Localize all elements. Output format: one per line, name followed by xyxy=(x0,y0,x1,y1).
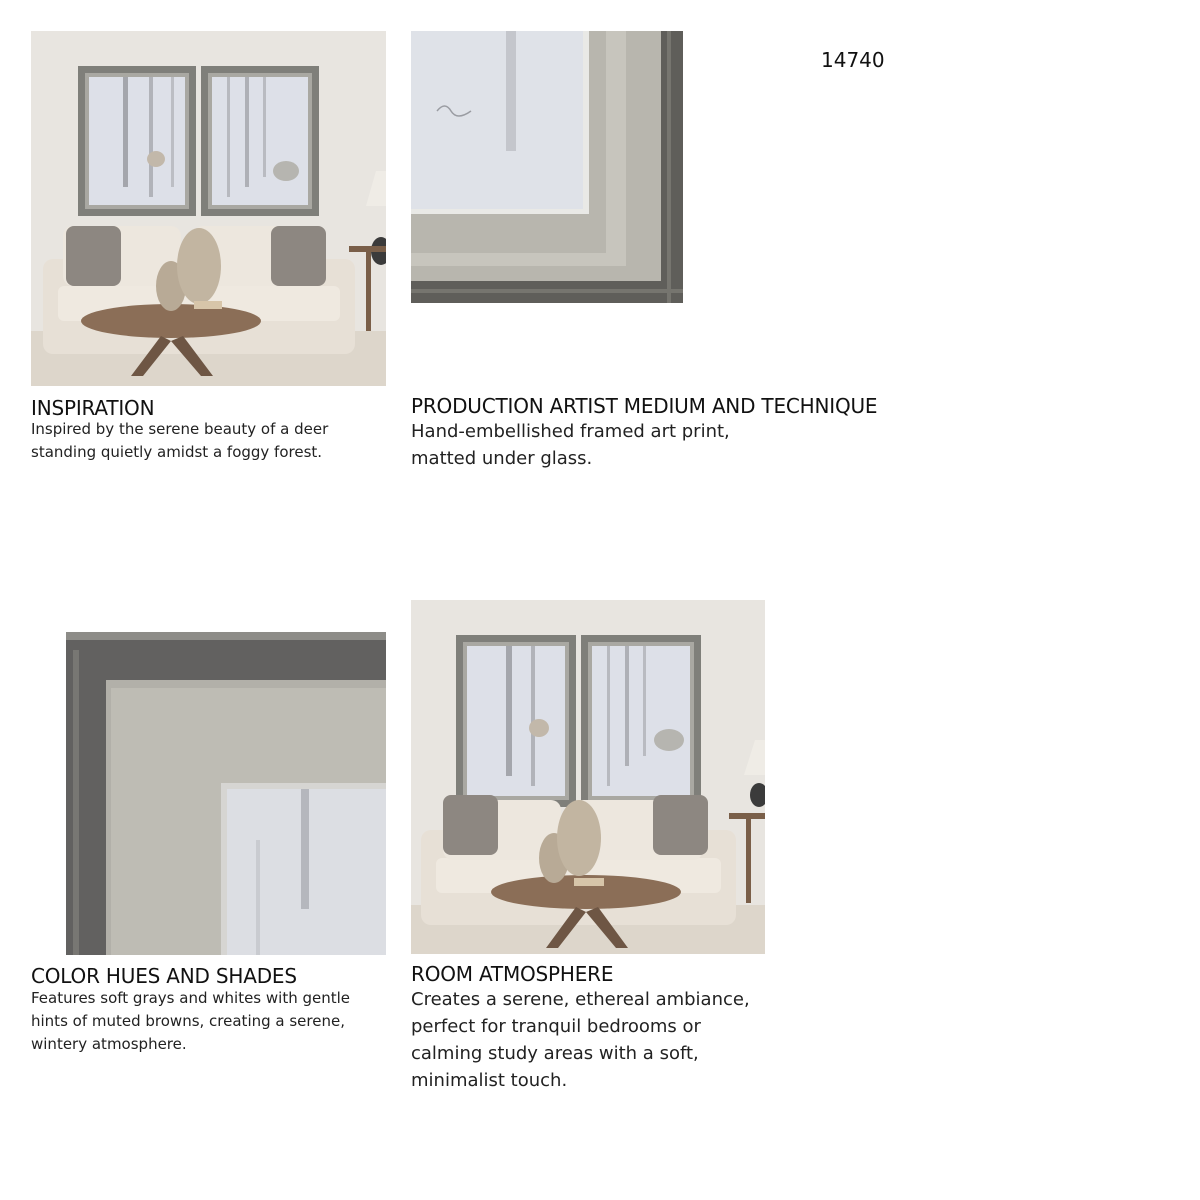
frame-profile-closeup-image xyxy=(31,600,386,955)
inspiration-line: Inspired by the serene beauty of a deer xyxy=(31,420,329,438)
inspiration-line: standing quietly amidst a foggy forest. xyxy=(31,443,323,461)
production-line: matted under glass. xyxy=(411,448,593,469)
color-line: wintery atmosphere. xyxy=(31,1035,187,1053)
production-line: Hand-embellished framed art print, xyxy=(411,421,730,442)
color-line: hints of muted browns, creating a serene, xyxy=(31,1012,345,1030)
sku-number: 14740 xyxy=(821,48,885,72)
room-heading: ROOM ATMOSPHERE xyxy=(411,962,614,986)
color-line: Features soft grays and whites with gentle xyxy=(31,989,351,1007)
production-text xyxy=(411,418,831,472)
room-line: Creates a serene, ethereal ambiance, xyxy=(411,989,750,1010)
room-line: perfect for tranquil bedrooms or xyxy=(411,1016,701,1037)
room-text xyxy=(411,986,831,1094)
frame-corner-closeup-image xyxy=(411,31,683,303)
inspiration-heading: INSPIRATION xyxy=(31,396,155,420)
color-text xyxy=(31,987,391,1056)
room-line: minimalist touch. xyxy=(411,1070,568,1091)
room-scene-image xyxy=(31,31,386,386)
production-heading: PRODUCTION ARTIST MEDIUM AND TECHNIQUE xyxy=(411,394,878,418)
room-line: calming study areas with a soft, xyxy=(411,1043,699,1064)
inspiration-text xyxy=(31,418,391,464)
room-atmosphere-image xyxy=(411,600,765,954)
color-heading: COLOR HUES AND SHADES xyxy=(31,964,297,988)
